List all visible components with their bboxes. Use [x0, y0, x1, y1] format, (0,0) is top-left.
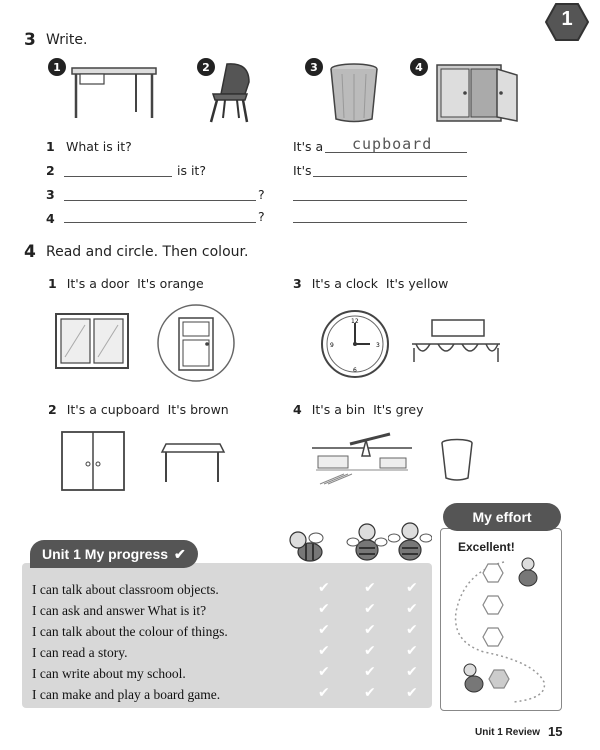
picture-number-4: 4	[410, 58, 428, 76]
check-icon[interactable]: ✔	[364, 685, 376, 701]
check-icon[interactable]: ✔	[364, 601, 376, 617]
check-icon[interactable]: ✔	[364, 580, 376, 596]
desk-icon	[70, 64, 158, 124]
check-icon[interactable]: ✔	[318, 622, 330, 638]
item-3-options: 3 It's a clock It's yellow	[293, 276, 449, 291]
door-icon	[155, 304, 237, 386]
question-3-mark: ?	[258, 187, 265, 202]
svg-text:9: 9	[330, 342, 334, 349]
bee-icon	[388, 518, 432, 568]
check-icon[interactable]: ✔	[364, 643, 376, 659]
unit-badge	[545, 2, 589, 42]
question-3-line[interactable]	[64, 200, 256, 201]
question-2: 2	[46, 163, 55, 178]
exercise-4-number: 4	[24, 242, 36, 262]
check-icon[interactable]: ✔	[406, 643, 418, 659]
bee-icon	[345, 520, 389, 568]
effort-title: My effort	[472, 509, 532, 525]
check-icon[interactable]: ✔	[318, 643, 330, 659]
effort-title-tab	[443, 503, 561, 531]
table-icon	[158, 440, 226, 488]
effort-track	[444, 552, 560, 712]
window-icon	[55, 313, 129, 373]
exercise-3-title: Write.	[46, 32, 88, 48]
check-icon[interactable]: ✔	[406, 580, 418, 596]
page-number: 15	[548, 724, 563, 739]
item-1-option-orange[interactable]: It's orange	[137, 276, 204, 291]
check-icon[interactable]: ✔	[318, 664, 330, 680]
item-2-options: 2 It's a cupboard It's brown	[48, 402, 229, 417]
board-icon	[410, 318, 502, 370]
check-icon[interactable]: ✔	[364, 664, 376, 680]
question-1-text: What is it?	[65, 139, 132, 154]
question-2-line[interactable]	[64, 176, 172, 177]
question-4: 4	[46, 211, 55, 226]
check-icon[interactable]: ✔	[406, 664, 418, 680]
question-1: 1 What is it?	[46, 139, 132, 154]
question-4-mark: ?	[258, 209, 265, 224]
bin-icon	[440, 438, 474, 486]
check-icon[interactable]: ✔	[406, 685, 418, 701]
question-3: 3	[46, 187, 55, 202]
check-icon[interactable]: ✔	[364, 622, 376, 638]
progress-row-4: I can read a story.	[32, 645, 128, 660]
item-4-options: 4 It's a bin It's grey	[293, 402, 424, 417]
picture-number-1: 1	[48, 58, 66, 76]
question-4-line[interactable]	[64, 222, 256, 223]
progress-row-5: I can write about my school.	[32, 666, 186, 681]
answer-4-line[interactable]	[293, 222, 467, 223]
check-icon[interactable]: ✔	[406, 601, 418, 617]
svg-text:12: 12	[351, 318, 359, 325]
check-icon[interactable]: ✔	[318, 580, 330, 596]
effort-label: Excellent!	[458, 540, 515, 554]
answer-2-line[interactable]	[313, 176, 467, 177]
picture-number-2: 2	[197, 58, 215, 76]
answer-1-text: cupboard	[352, 135, 433, 153]
answer-3-line[interactable]	[293, 200, 467, 201]
cupboard-icon	[435, 63, 521, 127]
playground-icon	[310, 430, 414, 490]
svg-text:6: 6	[353, 367, 357, 374]
progress-row-6: I can make and play a board game.	[32, 687, 221, 702]
progress-title-tab	[30, 540, 198, 568]
chair-icon	[205, 60, 255, 128]
item-2-option-brown[interactable]: It's brown	[167, 402, 229, 417]
svg-text:3: 3	[376, 342, 380, 349]
check-icon[interactable]: ✔	[406, 622, 418, 638]
footer-label: Unit 1 Review	[475, 727, 541, 738]
item-3-option-yellow[interactable]: It's yellow	[385, 276, 449, 291]
item-2-option-cupboard[interactable]: It's a cupboard	[66, 402, 160, 417]
bin-icon	[328, 62, 380, 128]
progress-row-3: I can talk about the colour of things.	[32, 624, 228, 639]
exercise-4-title: Read and circle. Then colour.	[46, 244, 249, 260]
check-icon: ✔	[174, 545, 186, 562]
check-icon[interactable]: ✔	[318, 685, 330, 701]
item-3-option-clock[interactable]: It's a clock	[311, 276, 378, 291]
progress-row-1: I can talk about classroom objects.	[32, 582, 219, 597]
check-icon[interactable]: ✔	[318, 601, 330, 617]
bee-icon	[286, 526, 330, 570]
progress-row-2: I can ask and answer What is it?	[32, 603, 207, 618]
item-4-option-grey[interactable]: It's grey	[373, 402, 424, 417]
clock-icon	[320, 309, 390, 383]
progress-title: Unit 1 My progress	[42, 546, 169, 562]
item-1-options: 1 It's a door It's orange	[48, 276, 204, 291]
answer-2-prefix: It's	[293, 163, 312, 178]
cupboard-icon	[60, 430, 126, 496]
answer-1-prefix: It's a	[293, 139, 324, 154]
item-1-option-door[interactable]: It's a door	[66, 276, 130, 291]
question-2-text: is it?	[177, 163, 206, 178]
unit-badge-number: 1	[561, 8, 573, 30]
item-4-option-bin[interactable]: It's a bin	[311, 402, 366, 417]
exercise-3-number: 3	[24, 30, 36, 50]
picture-number-3: 3	[305, 58, 323, 76]
